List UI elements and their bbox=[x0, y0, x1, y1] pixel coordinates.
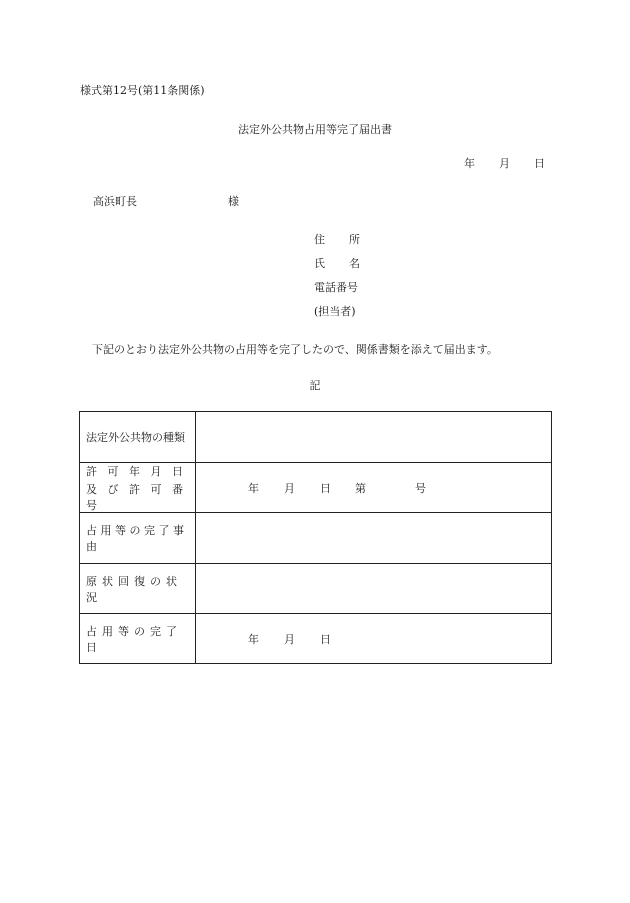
completion-reason-field[interactable] bbox=[196, 513, 551, 563]
sender-name-label bbox=[314, 255, 360, 271]
form-number: 様式第12号(第11条関係) bbox=[80, 84, 205, 97]
completion-reason-label: 占用等の完了事由 bbox=[86, 524, 188, 553]
permit-month-label: 月 bbox=[284, 481, 295, 495]
completion-month-label: 月 bbox=[284, 632, 295, 646]
label-cell-restoration bbox=[80, 564, 196, 613]
type-label: 法定外公共物の種類 bbox=[86, 431, 185, 444]
sender-name-label-b: 名 bbox=[349, 257, 360, 270]
completion-date-label: 占用等の完了日 bbox=[86, 624, 182, 654]
restoration-status-label: 原状回復の状況 bbox=[86, 574, 182, 604]
permit-dai-label: 第 bbox=[355, 481, 366, 495]
sender-address-label-a: 住 bbox=[314, 233, 325, 246]
table-row-restoration bbox=[80, 564, 551, 614]
label-cell-permit bbox=[80, 463, 196, 512]
sender-address-label bbox=[314, 231, 360, 247]
permit-date-label: 許 可 年 月 日 bbox=[86, 464, 187, 478]
label-cell-type bbox=[80, 412, 196, 462]
date-day-label: 日 bbox=[534, 157, 545, 170]
form-table bbox=[79, 411, 552, 664]
table-row-completion-date bbox=[80, 614, 551, 663]
date-line bbox=[464, 155, 545, 171]
completion-day-label: 日 bbox=[320, 632, 331, 646]
permit-day-label: 日 bbox=[320, 481, 331, 495]
completion-year-label: 年 bbox=[248, 632, 259, 646]
date-year-label: 年 bbox=[464, 157, 475, 170]
addressee-honorific: 様 bbox=[228, 195, 239, 208]
completion-date-field[interactable] bbox=[196, 614, 551, 663]
sender-name-label-a: 氏 bbox=[314, 257, 325, 270]
sender-person-in-charge-label: (担当者) bbox=[314, 305, 356, 318]
sender-phone-label: 電話番号 bbox=[314, 281, 358, 294]
addressee-name: 高浜町長 bbox=[93, 195, 137, 208]
permit-value-field[interactable] bbox=[196, 463, 551, 512]
type-value-field[interactable] bbox=[196, 412, 551, 462]
document-title: 法定外公共物占用等完了届出書 bbox=[238, 123, 392, 136]
table-row-type bbox=[80, 412, 551, 463]
label-cell-reason bbox=[80, 513, 196, 563]
permit-number-label: 及 び 許 可 番 号 bbox=[86, 482, 187, 512]
label-cell-completion-date bbox=[80, 614, 196, 663]
table-row-permit bbox=[80, 463, 551, 513]
table-row-reason bbox=[80, 513, 551, 564]
permit-go-label: 号 bbox=[415, 481, 426, 495]
restoration-status-field[interactable] bbox=[196, 564, 551, 613]
sender-address-label-b: 所 bbox=[349, 233, 360, 246]
permit-year-label: 年 bbox=[248, 481, 259, 495]
date-month-label: 月 bbox=[499, 157, 510, 170]
body-text: 下記のとおり法定外公共物の占用等を完了したので、関係書類を添えて届出ます。 bbox=[92, 343, 498, 356]
ki-heading: 記 bbox=[309, 379, 321, 392]
